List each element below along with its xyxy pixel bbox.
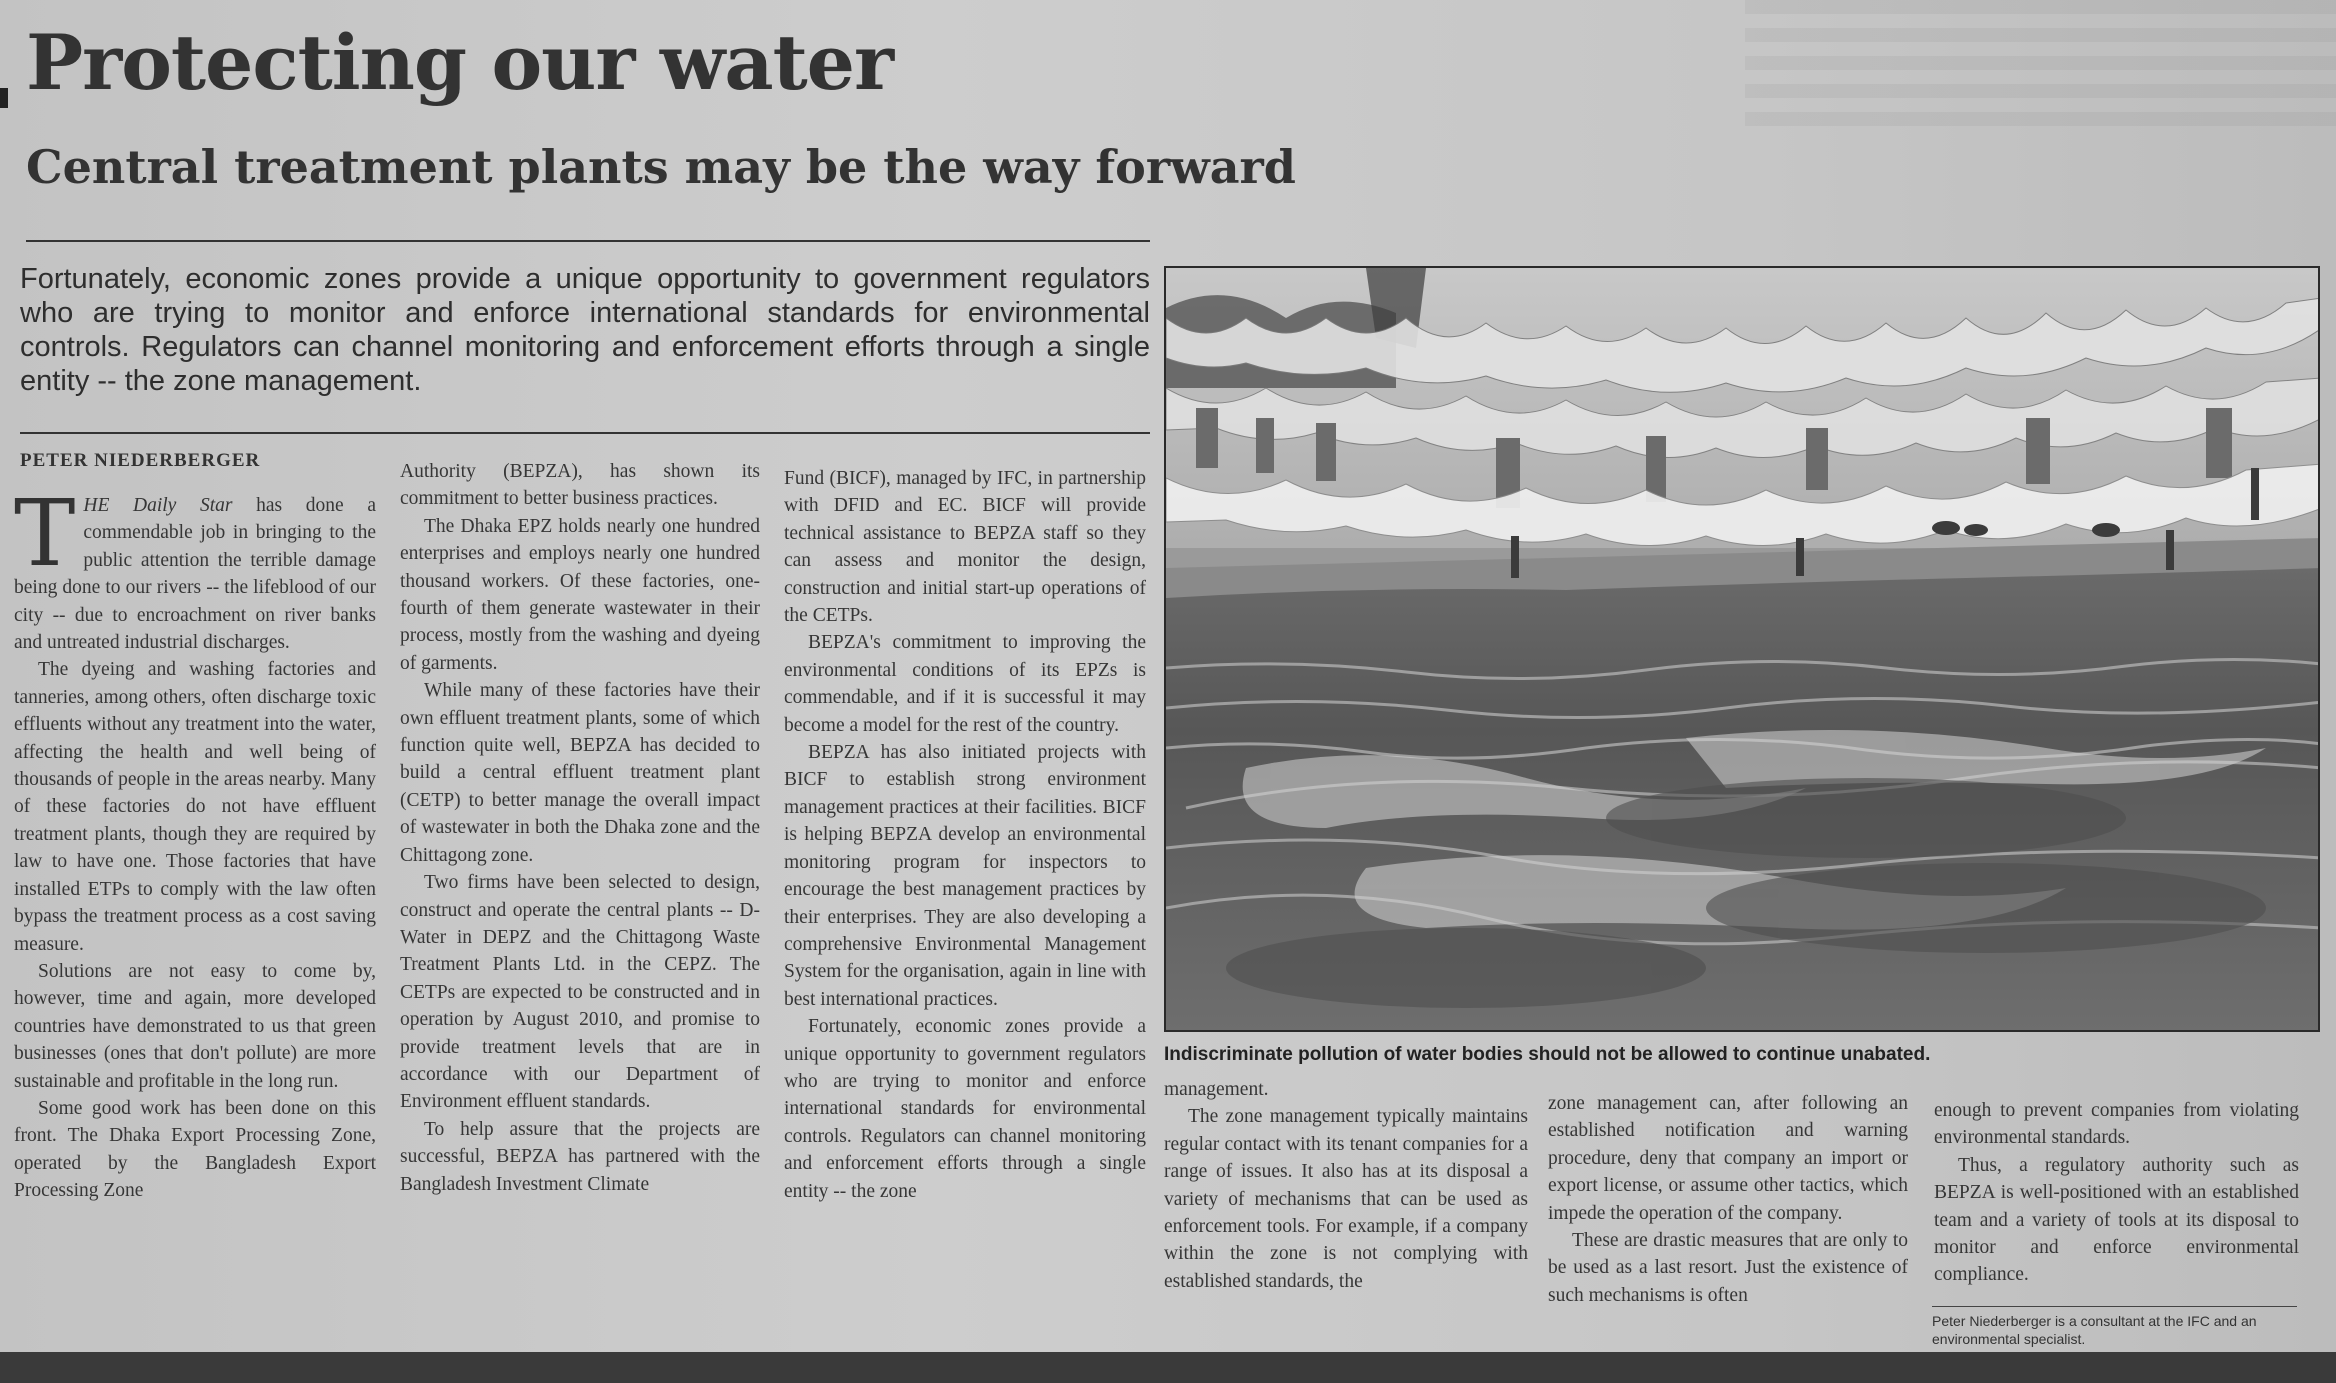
- top-rule: [26, 240, 1150, 242]
- drop-cap: T: [14, 492, 76, 587]
- paragraph: Thus, a regulatory authority such as BEPZA is well-positioned with an established team and a variety of tools at its disposal to monitor and enforce environmental compliance.: [1934, 1154, 2299, 1286]
- byline: PETER NIEDERBERGER: [20, 450, 261, 471]
- paragraph: Two firms have been selected to design, construct and operate the central plants -- D-Water in DEPZ and the Chittagong Waste Treatment Plants Ltd. in the CEPZ. The CETPs are expected to be constructed and in operation by August 2010, and promise to provide treatment levels that are in accordance with our Department of Environment effluent standards.: [400, 872, 760, 1113]
- subheadline: Central treatment plants may be the way forward: [26, 140, 1296, 194]
- deck: Fortunately, economic zones provide a unique opportunity to government regulators who are trying to monitor and enforce international standards for environmental controls. Regulators can channel monitoring and enforcement efforts through a single entity -- the zone management.: [20, 263, 1150, 397]
- column-3: [784, 465, 1146, 1329]
- page-mark: [0, 88, 8, 108]
- paragraph: BEPZA has also initiated projects with BICF to establish strong environment management practices at their facilities. BICF is helping BEPZA develop an environmental monitoring program for inspectors to encourage the best management practices by their enterprises. They are also developing a comprehensive Environmental Management System for the organisation, again in line with best international practices.: [784, 742, 1146, 1010]
- paragraph: Fund (BICF), managed by IFC, in partnership with DFID and EC. BICF will provide technical assistance to BEPZA staff so they can assess and monitor the design, construction and initial start-up operations of the CETPs.: [784, 468, 1146, 627]
- lead-paragraph: [14, 492, 376, 656]
- paragraph: has done a commendable job in bringing to the public attention the terrible damage being done to our rivers -- the lifeblood of our city -- due to encroachment on river banks and untreated industrial discharges.: [14, 495, 376, 654]
- column-2: [400, 458, 760, 1318]
- paragraph: While many of these factories have their own effluent treatment plants, some of which function quite well, BEPZA has decided to build a central effluent treatment plant (CETP) to better manage the overall impact of wastewater in both the Dhaka zone and the Chittagong zone.: [400, 680, 760, 866]
- column-4: [1164, 1076, 1528, 1346]
- lead-words: HE Daily Star: [83, 495, 233, 516]
- photo-caption: Indiscriminate pollution of water bodies should not be allowed to continue unabated.: [1164, 1044, 1931, 1065]
- paragraph: The zone management typically maintains regular contact with its tenant companies for a range of issues. It also has at its disposal a variety of mechanisms that can be used as enforcement tools. For example, if a company within the zone is not complying with established standards, the: [1164, 1106, 1528, 1292]
- river-pollution-photo: [1164, 266, 2320, 1032]
- paragraph: The Dhaka EPZ holds nearly one hundred enterprises and employs nearly one hundred thousand workers. Of these factories, one- fourth of them generate wastewater in their process, mostly from the washing and dyeing of garments.: [400, 515, 760, 674]
- deck-rule: [20, 432, 1150, 434]
- headline: Protecting our water: [26, 18, 894, 107]
- paragraph: zone management can, after following an established notification and warning procedure, deny that company an import or export license, or assume other tactics, which impede the operation of the company.: [1548, 1093, 1908, 1224]
- adjacent-page-bleed: [1745, 0, 2336, 140]
- paragraph: Solutions are not easy to come by, however, time and again, more developed countries have demonstrated to us that green businesses (ones that don't pollute) are more sustainable and profitable in the long run.: [14, 960, 376, 1092]
- author-note: Peter Niederberger is a consultant at the IFC and an environmental specialist.: [1932, 1313, 2257, 1347]
- paragraph: management.: [1164, 1079, 1269, 1100]
- paragraph: Authority (BEPZA), has shown its commitment to better business practices.: [400, 461, 760, 510]
- paragraph: BEPZA's commitment to improving the environmental conditions of its EPZs is commendable, and if it is successful it may become a model for the rest of the country.: [784, 632, 1146, 736]
- paragraph: The dyeing and washing factories and tanneries, among others, often discharge toxic effluents without any treatment into the water, affecting the health and well being of thousands of people in the areas nearby. Many of these factories do not have effluent treatment plants, though they are required by law to have one. Those factories that have installed ETPs to comply with the law often bypass the treatment process as a cost saving measure.: [14, 659, 376, 955]
- paragraph: Some good work has been done on this front. The Dhaka Export Processing Zone, operated by the Bangladesh Export Processing Zone: [14, 1097, 376, 1202]
- page-bottom-edge: [0, 1352, 2336, 1383]
- paragraph: enough to prevent companies from violating environmental standards.: [1934, 1100, 2299, 1149]
- author-note-rule: [1932, 1306, 2297, 1307]
- paragraph: Fortunately, economic zones provide a unique opportunity to government regulators who are trying to monitor and enforce international standards for environmental controls. Regulators can channel monitoring and enforcement efforts through a single entity -- the zone: [784, 1016, 1146, 1202]
- paragraph: These are drastic measures that are only to be used as a last resort. Just the existence of such mechanisms is often: [1548, 1230, 1908, 1306]
- column-5: [1548, 1090, 1908, 1350]
- paragraph: To help assure that the projects are successful, BEPZA has partnered with the Bangladesh Investment Climate: [400, 1118, 760, 1195]
- column-1: [14, 492, 376, 1316]
- column-6: [1934, 1097, 2299, 1297]
